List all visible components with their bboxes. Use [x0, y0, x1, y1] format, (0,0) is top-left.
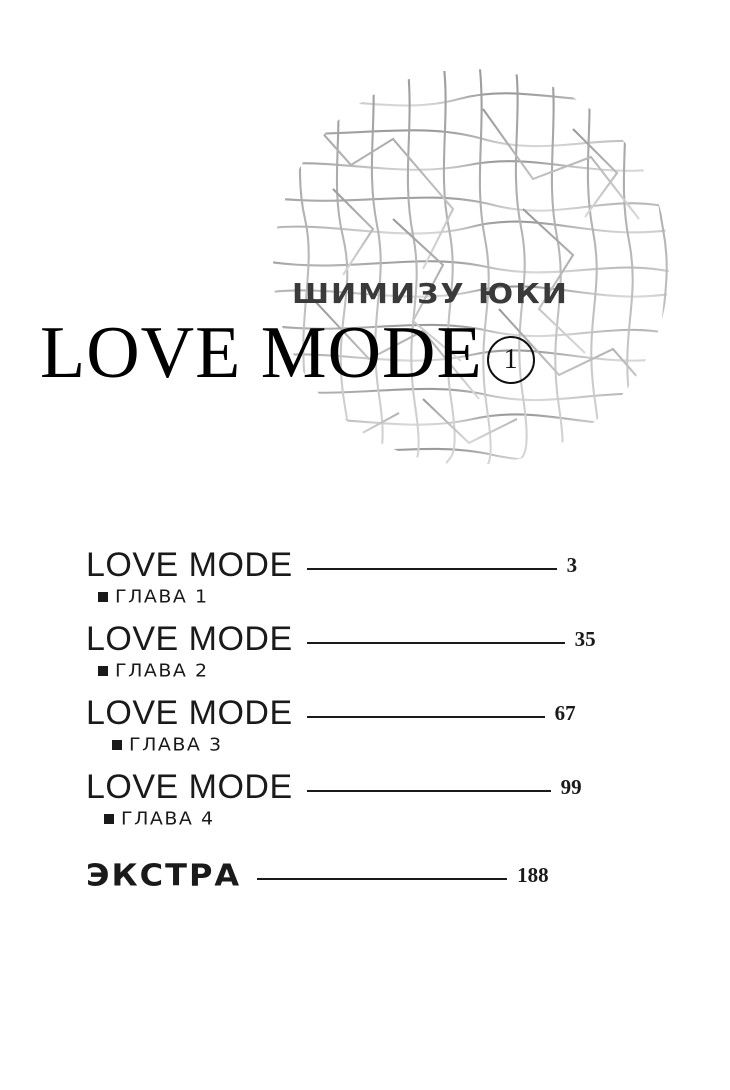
toc-page-number: 35: [574, 627, 596, 651]
toc-entry[interactable]: [86, 620, 646, 682]
toc-entry-subtitle: ГЛАВА 4: [121, 808, 215, 830]
toc-entry-main: [86, 620, 646, 659]
toc-entry-title: LOVE MODE: [86, 620, 293, 658]
square-bullet-icon: [98, 592, 108, 602]
toc-entry-subtitle: ГЛАВА 1: [115, 586, 209, 608]
table-of-contents: [86, 546, 646, 894]
toc-entry-sub: [86, 734, 646, 756]
toc-entry-sub: [86, 586, 646, 608]
toc-entry-title: LOVE MODE: [86, 694, 293, 732]
toc-leader-rule: [307, 642, 565, 644]
square-bullet-icon: [104, 814, 114, 824]
toc-leader-rule: [307, 716, 545, 718]
volume-number-badge: 1: [487, 336, 535, 384]
toc-extra-title: ЭКСТРА: [86, 856, 242, 894]
square-bullet-icon: [98, 666, 108, 676]
square-bullet-icon: [112, 740, 122, 750]
cracked-texture-circle-icon: [273, 69, 669, 465]
toc-entry-main: [86, 694, 646, 733]
toc-entry-main: [86, 546, 646, 585]
toc-entry[interactable]: [86, 768, 646, 830]
toc-leader-rule: [307, 568, 557, 570]
toc-leader-rule: [307, 790, 551, 792]
toc-leader-rule: [257, 878, 507, 880]
toc-entry-title: LOVE MODE: [86, 546, 293, 584]
toc-entry[interactable]: [86, 546, 646, 608]
toc-entry-sub: [86, 660, 646, 682]
toc-page-number: 99: [560, 775, 582, 799]
toc-page-number: 67: [554, 701, 576, 725]
toc-entry-subtitle: ГЛАВА 3: [129, 734, 223, 756]
toc-entry-sub: [86, 808, 646, 830]
toc-entry[interactable]: [86, 694, 646, 756]
toc-page-number: 3: [566, 553, 578, 577]
toc-entry-subtitle: ГЛАВА 2: [115, 660, 209, 682]
toc-page-number: 188: [517, 862, 549, 887]
author-name: ШИМИЗУ ЮКИ: [292, 278, 569, 311]
toc-entry-main: [86, 768, 646, 807]
cover-title: [40, 312, 535, 394]
toc-entry-title: LOVE MODE: [86, 768, 293, 806]
toc-entry-extra[interactable]: [86, 856, 646, 894]
title-text: LOVE MODE: [40, 312, 483, 394]
